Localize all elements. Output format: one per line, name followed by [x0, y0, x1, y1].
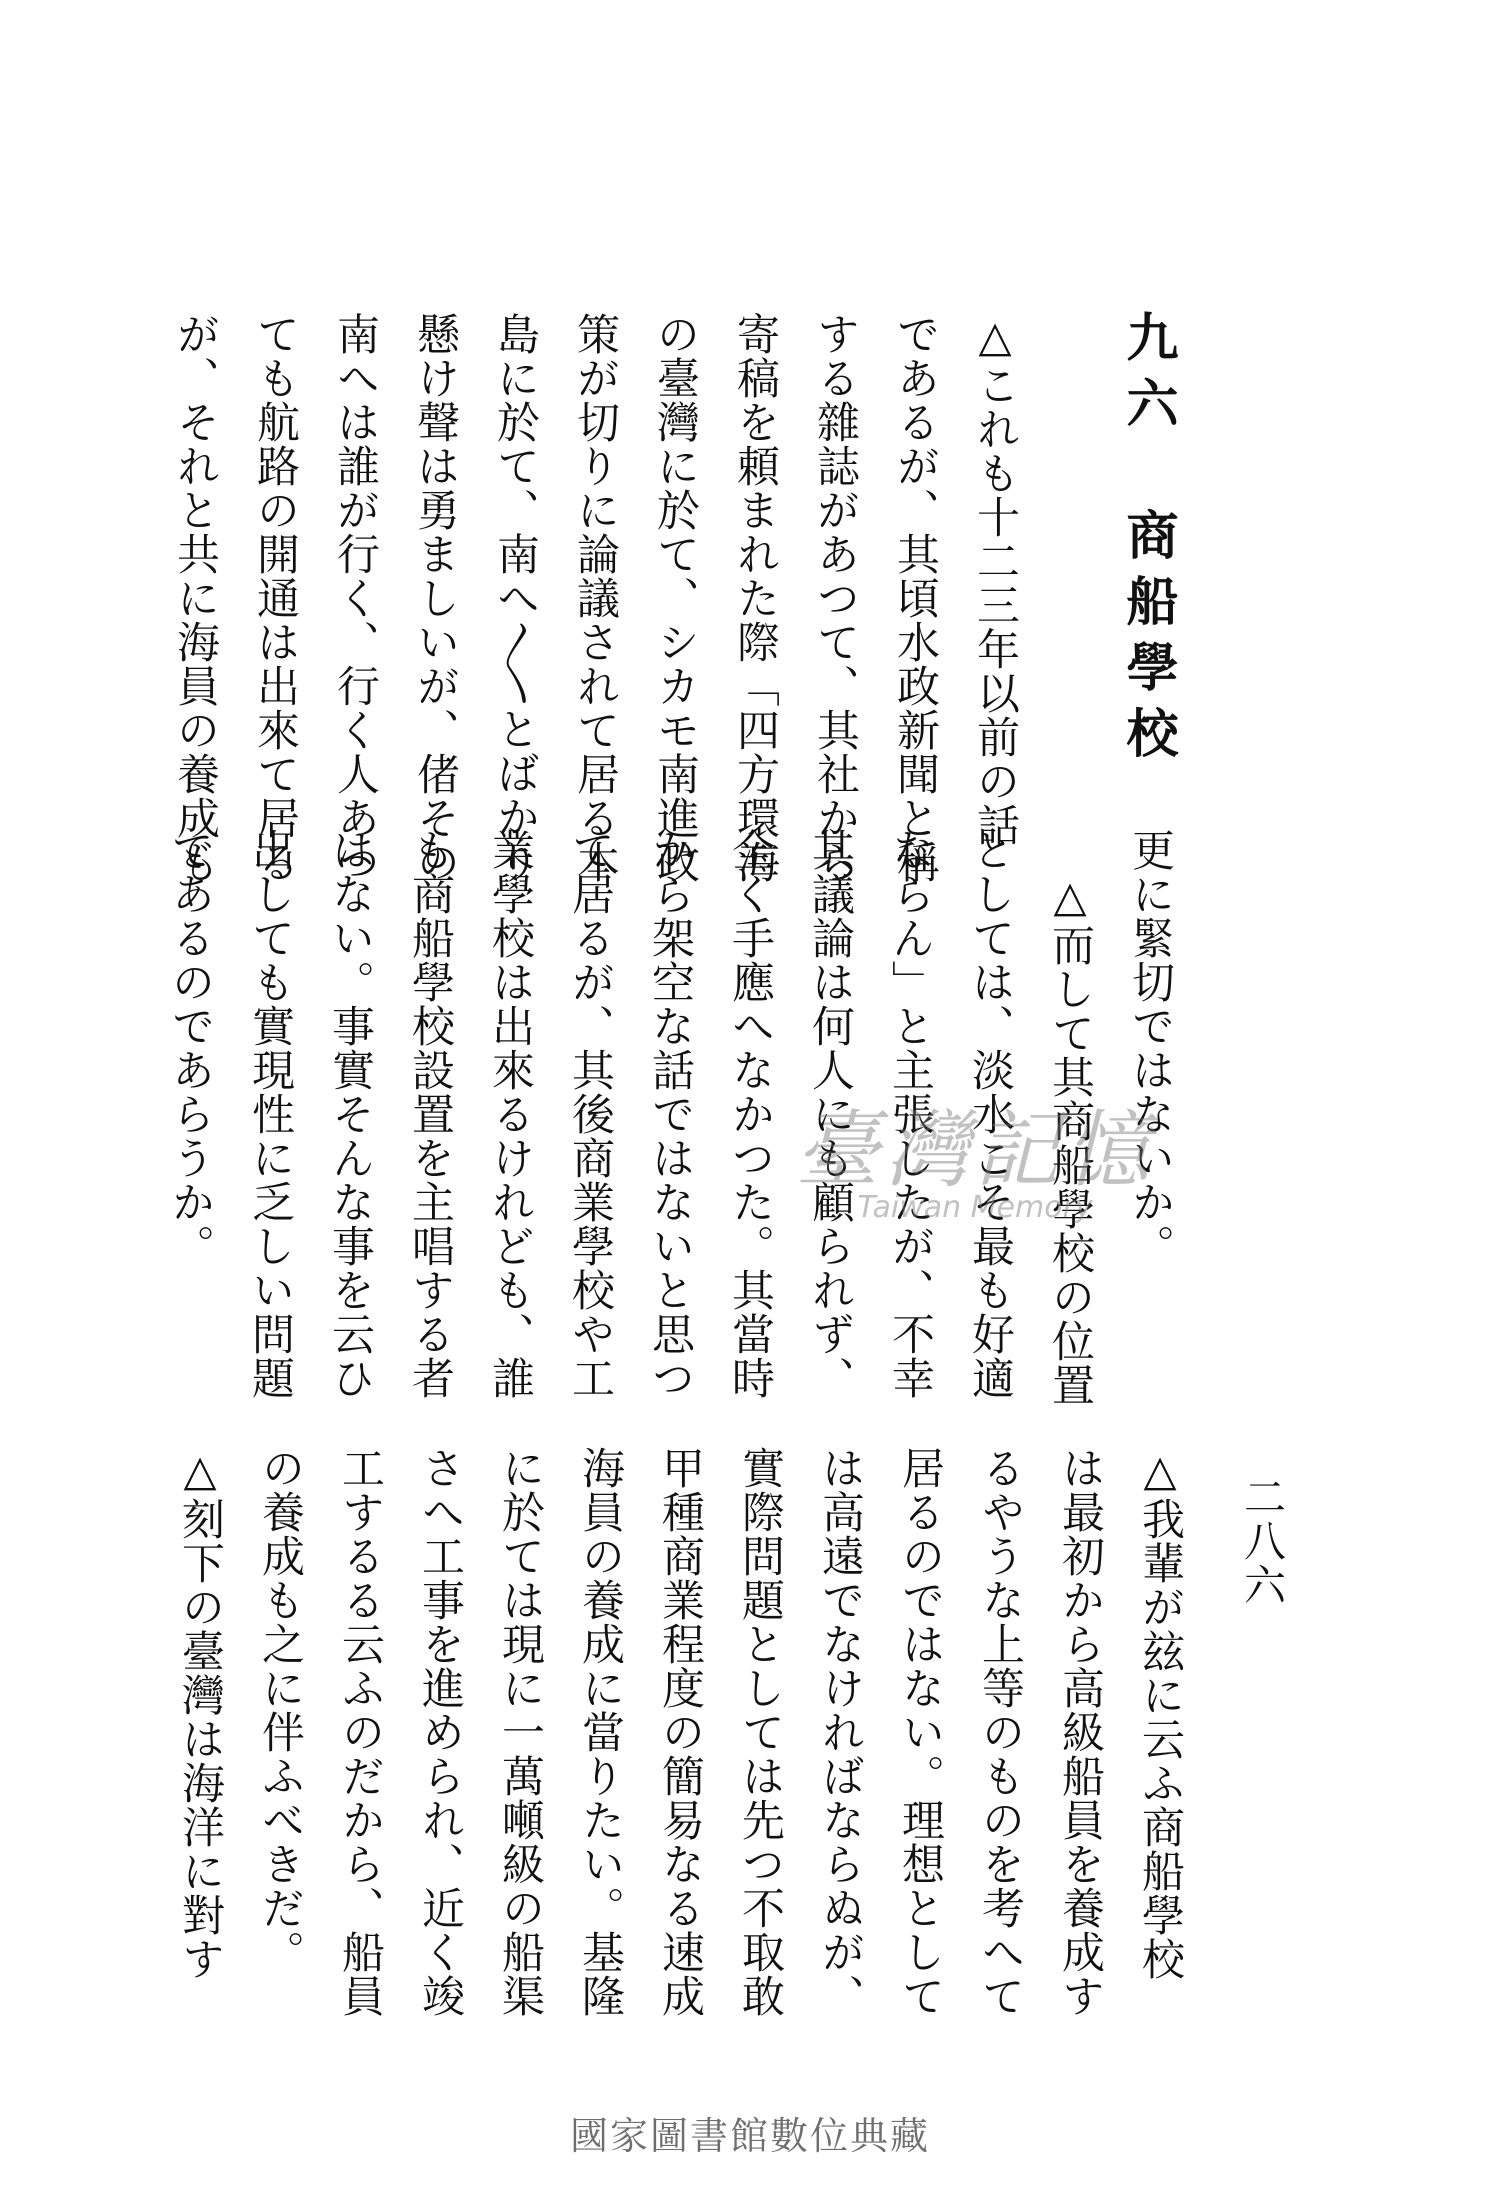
text-column: が、それと共に海員の養成も: [170, 312, 220, 884]
text-column: の養成も之に伴ふべきだ。: [255, 1446, 305, 1974]
text-column: 島に於て、南へ〱とばかり: [490, 312, 540, 883]
text-column: であるのであらうか。: [165, 828, 215, 1268]
text-column: する雜誌があつて、其社から: [810, 312, 860, 884]
text-column: ならん」と主張したが、不幸: [885, 828, 935, 1400]
text-column: は最初から高級船員を養成す: [1055, 1446, 1105, 2018]
text-column: に於ては現に一萬噸級の船渠: [495, 1446, 545, 2018]
text-column: 全く手應へなかつた。其當時: [725, 828, 775, 1400]
text-column: 懸け聲は勇ましいが、偖その: [410, 312, 460, 884]
text-column: て居るが、其後商業學校や工: [565, 828, 615, 1400]
text-column: 策が切りに論議されて居る本: [570, 312, 620, 884]
library-footer: 國家圖書館數位典藏: [569, 2114, 930, 2158]
text-column: も商船學校設置を主唱する者: [405, 828, 455, 1400]
taiwan-memory-watermark: [735, 1100, 1215, 1280]
text-column: るやうな上等のものを考へて: [975, 1446, 1025, 2018]
text-column: △これも十二三年以前の話: [970, 312, 1020, 847]
text-column: 南へは誰が行く、行く人あつ: [330, 312, 380, 884]
text-column: から架空な話ではないと思つ: [645, 828, 695, 1400]
text-column: であるが、其頃水政新聞と稱: [890, 312, 940, 884]
text-column: 實際問題としては先つ不取敢: [735, 1446, 785, 2018]
text-column: 出しても實現性に乏しい問題: [245, 828, 295, 1400]
text-column: 業學校は出來るけれども、誰: [485, 828, 535, 1400]
text-column: 居るのではない。理想として: [895, 1446, 945, 2018]
page-number: 二八六: [1238, 1475, 1287, 1607]
watermark-text: Taiwan Memory: [857, 1190, 1093, 1225]
text-column: の臺灣に於て、シカモ南進政: [650, 312, 700, 884]
text-block-top: [155, 312, 1035, 884]
page-title: 九六 商船學校: [1117, 310, 1178, 772]
text-column: は高遠でなければならぬが、: [815, 1446, 865, 2018]
text-column: △刻下の臺灣は海洋に對す: [175, 1446, 225, 1981]
text-column: さへ工事を進められ、近く竣: [415, 1446, 465, 2018]
text-column: △而して其商船學校の位置: [1045, 828, 1095, 1407]
text-column: 工するる云ふのだから、船員: [335, 1446, 385, 2018]
text-column: としては、淡水こそ最も好適: [965, 828, 1015, 1400]
text-column: ても航路の開通は出來て居る: [250, 312, 300, 884]
text-column: 海員の養成に當りたい。基隆: [575, 1446, 625, 2018]
text-column: 更に緊切ではないか。: [1125, 828, 1175, 1268]
watermark-logo: 臺灣記憶: [794, 1101, 1155, 1199]
text-column: 其議論は何人にも顧られず、: [805, 828, 855, 1400]
text-column: はない。事實そんな事を云ひ: [325, 828, 375, 1400]
text-column: △我輩が玆に云ふ商船學校: [1135, 1446, 1185, 1981]
text-block-bottom: [160, 1446, 1200, 2018]
text-column: 寄稿を頼まれた際「四方環海: [730, 312, 780, 884]
text-column: 甲種商業程度の簡易なる速成: [655, 1446, 705, 2018]
